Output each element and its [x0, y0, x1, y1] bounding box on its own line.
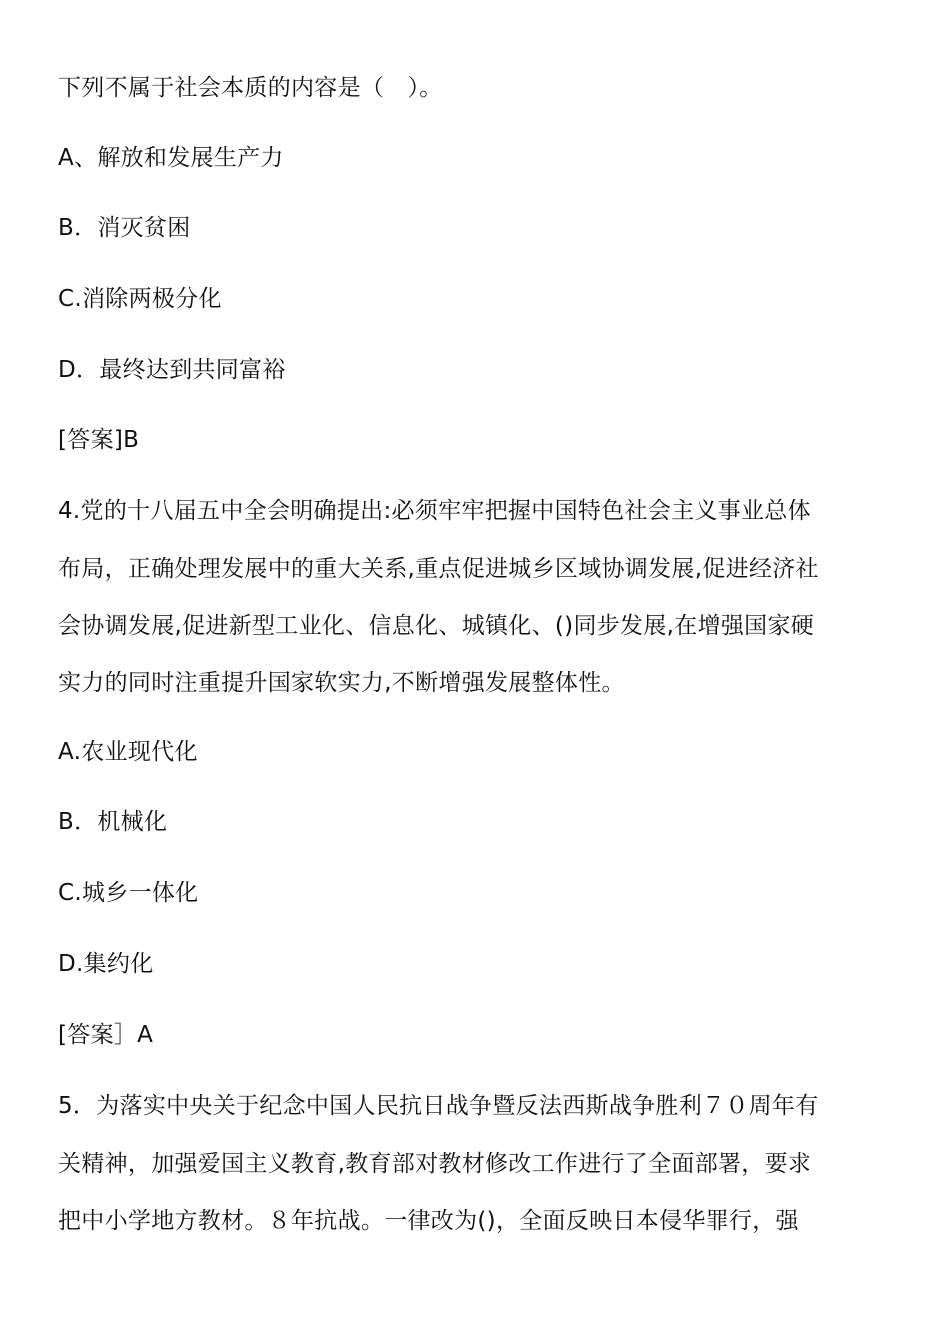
q4-option-c: C.城乡一体化	[58, 880, 199, 906]
q4-answer: [答案］A	[58, 1022, 154, 1048]
q4-option-a: A.农业现代化	[58, 739, 198, 765]
q4-stem-line-2: 布局，正确处理发展中的重大关系,重点促进城乡区域协调发展,促进经济社	[58, 556, 819, 582]
q4-stem-line-4: 实力的同时注重提升国家软实力,不断增强发展整体性。	[58, 670, 625, 696]
q4-stem-line-1: 4.党的十八届五中全会明确提出:必须牢牢把握中国特色社会主义事业总体	[58, 498, 811, 524]
q3-option-a: A、解放和发展生产力	[58, 145, 284, 171]
q5-stem-line-1: 5．为落实中央关于纪念中国人民抗日战争暨反法西斯战争胜利７０周年有	[58, 1093, 819, 1119]
q4-stem-line-3: 会协调发展,促进新型工业化、信息化、城镇化、()同步发展,在增强国家硬	[58, 613, 815, 639]
q3-option-c: C.消除两极分化	[58, 286, 222, 312]
q4-option-d: D.集约化	[58, 951, 154, 977]
q4-option-b: B．机械化	[58, 809, 168, 835]
q3-answer: [答案]B	[58, 427, 140, 453]
q3-stem: 下列不属于社会本质的内容是（ ）。	[58, 75, 443, 101]
q5-stem-line-3: 把中小学地方教材。８年抗战。一律改为()，全面反映日本侵华罪行，强	[58, 1208, 799, 1234]
q3-option-d: D．最终达到共同富裕	[58, 357, 286, 383]
q3-option-b: B．消灭贫困	[58, 215, 191, 241]
q5-stem-line-2: 关精神，加强爱国主义教育,教育部对教材修改工作进行了全面部署，要求	[58, 1151, 812, 1177]
